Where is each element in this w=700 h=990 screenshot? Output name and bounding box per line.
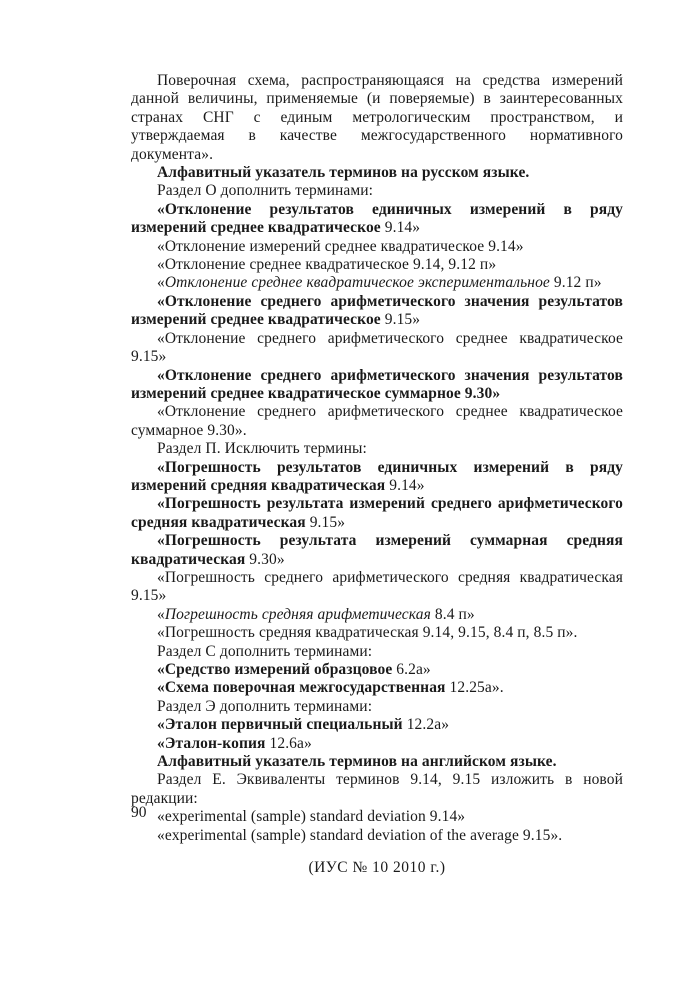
term-entry [131, 274, 623, 292]
term-bold: «Отклонение результатов единичных измерений в ряду измерений среднее квадратическое [131, 200, 623, 237]
section-c-heading: Раздел С дополнить терминами: [157, 642, 373, 660]
term-entry [131, 735, 623, 753]
term-bold: «Погрешность результата измерений среднего арифметического средняя квадратическая [131, 495, 623, 531]
term-entry [131, 293, 623, 330]
term-ref: 6.2а» [392, 661, 431, 678]
term-entry [131, 201, 623, 238]
term-bold: «Отклонение среднего арифметического значения результатов измерений среднее квадратическое [131, 292, 623, 329]
term-ref: 9.12 п» [549, 274, 602, 292]
term-entry [131, 606, 623, 624]
term-bold: «Эталон-копия [157, 734, 266, 752]
term-entry: «Погрешность среднего арифметического средняя квадратическая 9.15» [131, 568, 623, 605]
quote-mark: « [157, 274, 165, 292]
term-ref: 9.14» [380, 219, 421, 237]
amendment-note: (ИУС № 10 2010 г.) [308, 859, 446, 877]
heading-english-index: Алфавитный указатель терминов на английском языке. [157, 753, 557, 771]
term-ref: 9.15» [380, 311, 421, 329]
term-italic: Отклонение среднее квадратическое экспериментальное [164, 274, 550, 292]
section-o-heading: Раздел О дополнить терминами: [157, 182, 374, 200]
term-bold: «Эталон первичный специальный [157, 716, 403, 734]
term-ref: 8.4 п» [430, 605, 475, 623]
term-entry: «Погрешность средняя квадратическая 9.14, 9.15, 8.4 п, 8.5 п». [157, 624, 578, 642]
heading-russian-index: Алфавитный указатель терминов на русском языке. [157, 164, 530, 182]
section-p-heading: Раздел П. Исключить термины: [157, 440, 367, 458]
term-entry: «Отклонение измерений среднее квадратическое 9.14» [157, 237, 524, 255]
term-entry [131, 679, 623, 697]
term-bold: «Погрешность результатов единичных измерений в ряду измерений средняя квадратическая [131, 458, 623, 494]
term-bold: «Схема поверочная межгосударственная [157, 679, 446, 697]
document-body [131, 72, 623, 877]
term-ref: 9.14» [385, 476, 425, 494]
term-entry [131, 495, 623, 532]
term-bold: «Погрешность результата измерений суммарная средняя квадратическая [131, 532, 623, 568]
page-number: 90 [131, 804, 147, 821]
term-entry [131, 532, 623, 569]
term-entry: «Отклонение среднего арифметического значения результатов измерений среднее квадратическое суммарное 9.30» [131, 366, 623, 402]
term-entry [131, 716, 623, 734]
term-italic: Погрешность средняя арифметическая [164, 605, 431, 623]
term-bold: «Средство измерений образцовое [157, 661, 393, 678]
term-entry: «experimental (sample) standard deviation of the average 9.15». [157, 826, 563, 844]
term-entry [131, 661, 623, 679]
term-entry: «Отклонение среднее квадратическое 9.14, 9.12 п» [157, 256, 497, 274]
term-entry: «experimental (sample) standard deviation 9.14» [157, 808, 466, 826]
intro-paragraph: Поверочная схема, распространяющаяся на средства измерений данной величины, применяемые (и поверяемые) в заинтересованных странах СНГ с единым метрологическим пространством, и утверждаемая в качестве межгосударственного нормативного документа». [131, 72, 623, 163]
section-e-heading: Раздел Э дополнить терминами: [157, 697, 373, 715]
term-ref: 9.30» [245, 550, 285, 568]
term-entry [131, 459, 623, 496]
section-en-heading: Раздел Е. Эквиваленты терминов 9.14, 9.15 изложить в новой редакции: [131, 771, 623, 807]
term-entry: «Отклонение среднего арифметического среднее квадратическое суммарное 9.30». [131, 403, 623, 439]
term-ref: 12.2а» [402, 716, 450, 734]
quote-mark: « [157, 605, 165, 623]
term-ref: 12.25а». [445, 679, 504, 697]
term-ref: 12.6а» [265, 734, 312, 752]
term-ref: 9.15» [305, 513, 346, 531]
term-entry: «Отклонение среднего арифметического среднее квадратическое 9.15» [131, 329, 623, 366]
